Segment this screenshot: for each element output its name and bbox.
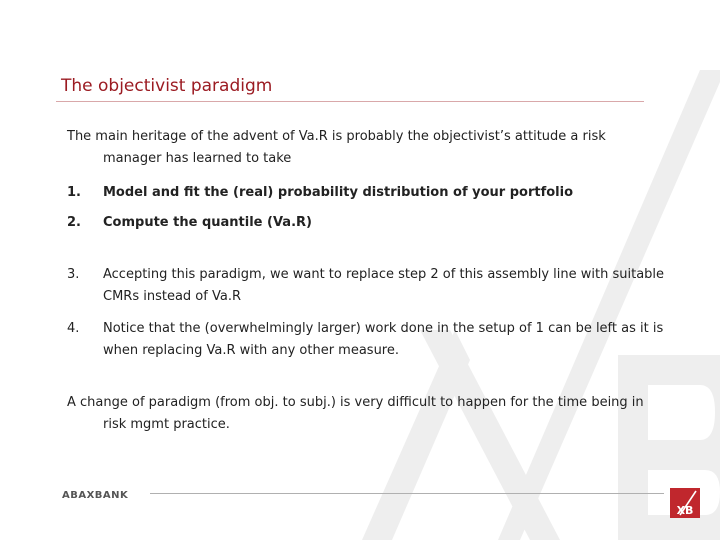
list-item-1 [67,182,667,204]
list-item-4 [67,318,667,362]
list-item-3-number: 3. [67,267,80,282]
title-divider [56,101,644,102]
abaxbank-logo-text: ABAXBANK [62,490,129,499]
xb-logo [670,488,700,518]
list-item-3 [67,264,667,308]
list-item-1-text: Model and fit the (real) probability distribution of your portfolio [103,185,574,200]
abaxbank-logo [62,488,148,499]
footer-divider [150,493,664,494]
list-item-2 [67,212,667,234]
list-item-3-text: Accepting this paradigm, we want to replace step 2 of this assembly line with suitable CMRs instead of Va.R [103,267,665,304]
conclusion-paragraph: A change of paradigm (from obj. to subj.) is very difficult to happen for the time being in risk mgmt practice. [67,395,644,432]
slide-title: The objectivist paradigm [61,76,273,96]
list-item-2-text: Compute the quantile (Va.R) [103,215,312,230]
list-item-2-number: 2. [67,215,81,230]
list-item-4-text: Notice that the (overwhelmingly larger) work done in the setup of 1 can be left as it is when replacing Va.R with any other measure. [103,321,664,358]
intro-paragraph: The main heritage of the advent of Va.R is probably the objectivist’s attitude a risk manager has learned to take [67,129,606,166]
slide-body [67,126,667,436]
list-item-4-number: 4. [67,321,80,336]
list-item-1-number: 1. [67,185,81,200]
xb-logo-text: XB [676,504,694,517]
